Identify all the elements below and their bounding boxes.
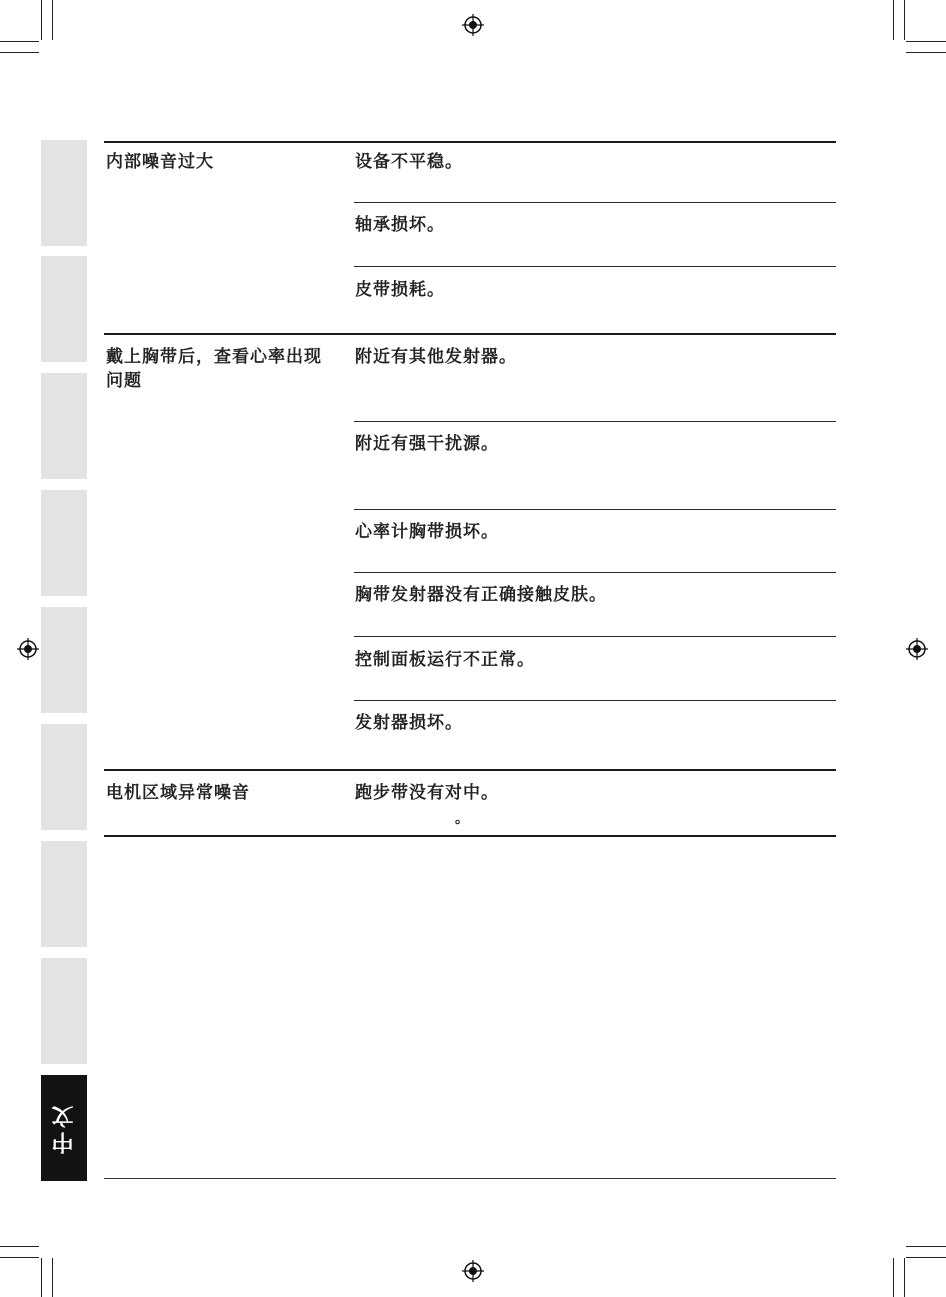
- cause-divider: [354, 572, 836, 573]
- language-tab-label: 中文: [51, 1102, 77, 1154]
- crop-mark: [0, 1257, 39, 1258]
- crop-mark: [904, 1258, 905, 1297]
- crop-mark: [52, 0, 53, 40]
- cause-cell: 跑步带没有对中。: [355, 783, 499, 803]
- registration-mark-icon: [462, 1260, 484, 1282]
- crop-mark: [0, 52, 39, 53]
- cause-cell: 设备不平稳。: [355, 152, 463, 172]
- registration-mark-icon: [906, 638, 928, 660]
- problem-cell: 电机区域异常噪音: [106, 783, 250, 803]
- language-tab[interactable]: [41, 841, 87, 947]
- crop-mark: [906, 41, 946, 42]
- registration-mark-icon: [17, 638, 39, 660]
- crop-mark: [52, 1258, 53, 1297]
- problem-cell: 戴上胸带后，查看心率出现问题: [106, 347, 322, 391]
- crop-mark: [904, 0, 905, 40]
- crop-mark: [41, 1258, 42, 1297]
- cause-cell: 皮带损耗。: [355, 280, 445, 300]
- language-tab-chinese[interactable]: [41, 1075, 87, 1181]
- footer-rule: [104, 1178, 836, 1179]
- cause-cell: 发射器损坏。: [355, 713, 463, 733]
- language-tab[interactable]: [41, 373, 87, 479]
- cause-cell: 附近有其他发射器。: [355, 347, 517, 367]
- crop-mark: [893, 0, 894, 40]
- cause-cell: 附近有强干扰源。: [355, 434, 499, 454]
- table-rule: [104, 769, 836, 771]
- language-tab[interactable]: [41, 724, 87, 830]
- cause-cell: 轴承损坏。: [355, 215, 445, 235]
- cause-divider: [354, 509, 836, 510]
- registration-mark-icon: [462, 14, 484, 36]
- cause-divider: [354, 202, 836, 203]
- cause-divider: [354, 421, 836, 422]
- crop-mark: [0, 1246, 39, 1247]
- crop-mark: [906, 1246, 946, 1247]
- language-tab[interactable]: [41, 140, 87, 246]
- cause-cell: 胸带发射器没有正确接触皮肤。: [355, 585, 607, 605]
- stray-period: 。: [455, 811, 469, 827]
- table-rule: [104, 141, 836, 143]
- cause-cell: 控制面板运行不正常。: [355, 650, 535, 670]
- table-rule: [104, 333, 836, 335]
- cause-divider: [354, 636, 836, 637]
- table-rule: [104, 835, 836, 837]
- language-tab[interactable]: [41, 256, 87, 362]
- language-tab[interactable]: [41, 607, 87, 713]
- crop-mark: [41, 0, 42, 40]
- problem-cell: 内部噪音过大: [106, 152, 214, 172]
- crop-mark: [893, 1258, 894, 1297]
- cause-divider: [354, 266, 836, 267]
- crop-mark: [906, 52, 946, 53]
- language-tab[interactable]: [41, 958, 87, 1064]
- crop-mark: [0, 41, 39, 42]
- crop-mark: [906, 1257, 946, 1258]
- cause-divider: [354, 700, 836, 701]
- language-tab[interactable]: [41, 490, 87, 596]
- cause-cell: 心率计胸带损坏。: [355, 522, 499, 542]
